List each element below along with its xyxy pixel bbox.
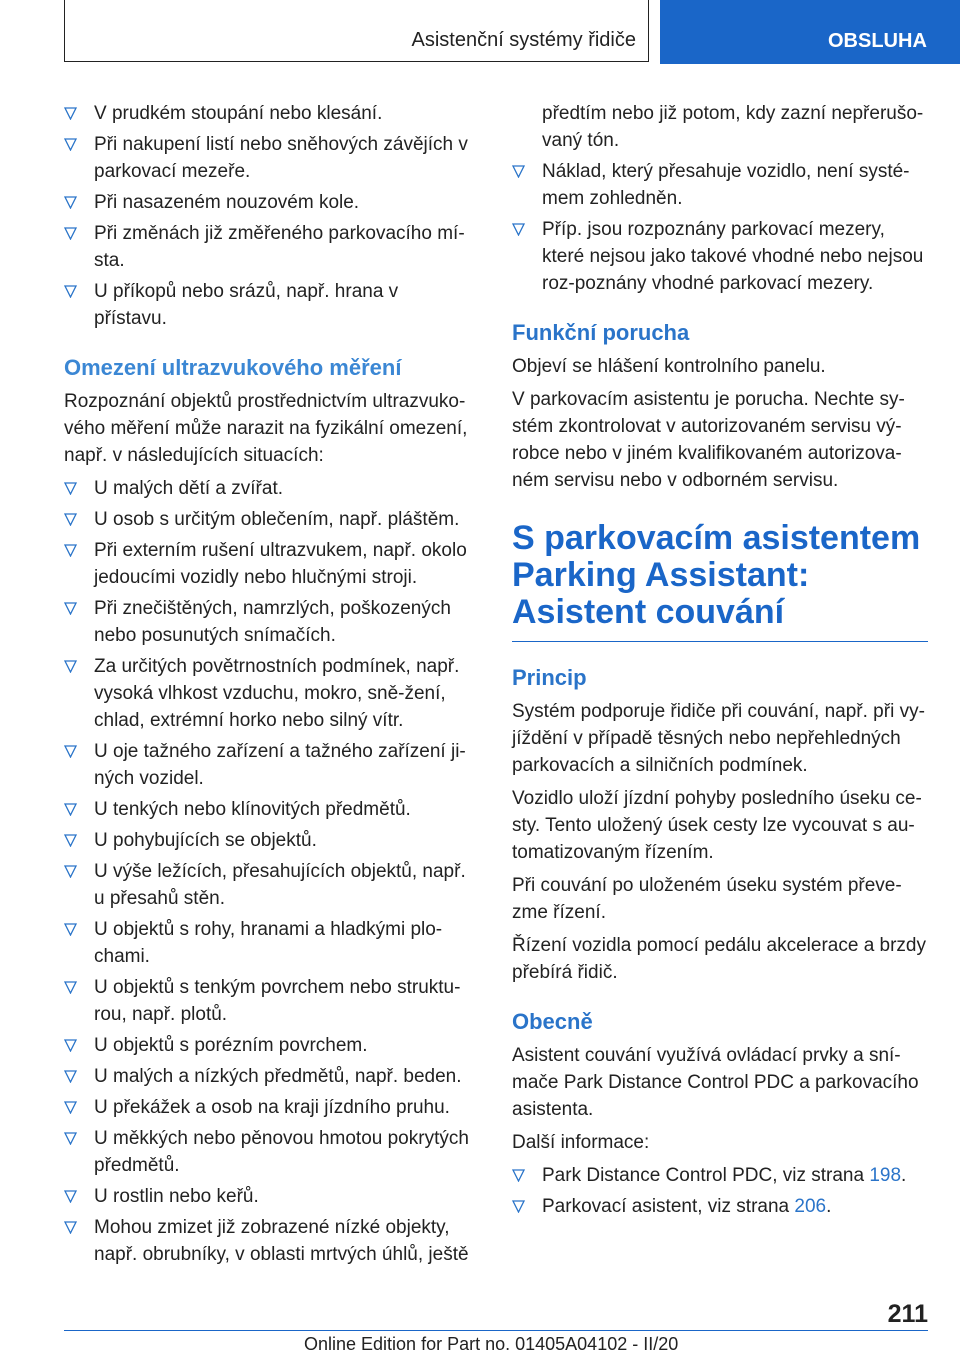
principle-heading: Princip: [512, 665, 587, 690]
bullet-item: [64, 506, 476, 533]
bullet-text: U malých dětí a zvířat.: [94, 478, 284, 499]
bullet-item: [64, 220, 476, 274]
bullet-text: U malých a nízkých předmětů, např. beden.: [94, 1066, 462, 1087]
reference-text: Parkovací asistent, viz strana: [542, 1196, 795, 1217]
bullet-item: [64, 1214, 476, 1268]
bullet-text: Při nakupení listí nebo sněhových závějích v parkovací mezeře.: [94, 134, 468, 182]
bullet-item: [64, 796, 476, 823]
bullet-item: [64, 916, 476, 970]
page-link-198[interactable]: 198: [869, 1165, 902, 1186]
chapter-title: Asistenční systémy řidiče: [411, 29, 636, 51]
triangle-bullet-icon: [64, 834, 77, 847]
bullet-item: [64, 1063, 476, 1090]
triangle-bullet-icon: [64, 544, 77, 557]
reference-end: .: [826, 1196, 832, 1217]
bullet-item: [64, 537, 476, 591]
bullet-text: Při externím rušení ultrazvukem, např. okolo jedoucími vozidly nebo hlučnými stroji.: [94, 540, 467, 588]
triangle-bullet-icon: [64, 602, 77, 615]
bullet-text: U osob s určitým oblečením, např. pláštěm.: [94, 509, 460, 530]
triangle-bullet-icon: [512, 165, 525, 178]
principle-paragraph-2: Vozidlo uloží jízdní pohyby posledního úseku ce-sty. Tento uložený úsek cesty lze vycouvat s au-tomatizovaným řízením.: [512, 788, 922, 863]
triangle-bullet-icon: [64, 865, 77, 878]
principle-paragraph-4: Řízení vozidla pomocí pedálu akcelerace a brzdy přebírá řidič.: [512, 935, 927, 983]
general-paragraph-2: Další informace:: [512, 1132, 650, 1153]
triangle-bullet-icon: [64, 803, 77, 816]
principle-paragraph-3: Při couvání po uloženém úseku systém převe-zme řízení.: [512, 875, 902, 923]
bullet-text: U měkkých nebo pěnovou hmotou pokrytých předmětů.: [94, 1128, 469, 1176]
triangle-bullet-icon: [64, 660, 77, 673]
triangle-bullet-icon: [64, 923, 77, 936]
triangle-bullet-icon: [64, 196, 77, 209]
reference-end: .: [901, 1165, 907, 1186]
bullet-item: [64, 1125, 476, 1179]
triangle-bullet-icon: [64, 745, 77, 758]
bullet-text: U tenkých nebo klínovitých předmětů.: [94, 799, 411, 820]
ultrasonic-intro: Rozpoznání objektů prostřednictvím ultrazvuko-vého měření může narazit na fyzikální omezení, např. v následujících situacích:: [64, 391, 468, 466]
triangle-bullet-icon: [64, 482, 77, 495]
bullet-item: [64, 1032, 476, 1059]
left-bullet-list-b: [64, 475, 476, 1268]
triangle-bullet-icon: [64, 227, 77, 240]
bullet-item: [64, 1094, 476, 1121]
fault-paragraph-1: Objeví se hlášení kontrolního panelu.: [512, 356, 826, 377]
edition-note: Online Edition for Part no. 01405A04102 - II/20: [304, 1334, 679, 1354]
bullet-text: U příkopů nebo srázů, např. hrana v přístavu.: [94, 281, 399, 329]
triangle-bullet-icon: [64, 285, 77, 298]
general-heading: Obecně: [512, 1009, 593, 1034]
bullet-text: U objektů s rohy, hranami a hladkými plo-chami.: [94, 919, 443, 967]
bullet-text: Náklad, který přesahuje vozidlo, není systé-mem zohledněn.: [542, 161, 910, 209]
bullet-item: [64, 738, 476, 792]
triangle-bullet-icon: [512, 1169, 525, 1182]
bullet-text: Při nasazeném nouzovém kole.: [94, 192, 360, 213]
bullet-text: Za určitých povětrnostních podmínek, např. vysoká vlhkost vzduchu, mokro, sně-žení, chlad, extrémní horko nebo silný vítr.: [94, 656, 460, 731]
bullet-text: V prudkém stoupání nebo klesání.: [94, 103, 383, 124]
bullet-item: [64, 189, 476, 216]
bullet-text: Při znečištěných, namrzlých, poškozených nebo posunutých snímačích.: [94, 598, 451, 646]
fault-heading: Funkční porucha: [512, 320, 690, 345]
bullet-item: [64, 827, 476, 854]
bullet-item: [64, 595, 476, 649]
section-badge: OBSLUHA: [660, 0, 960, 64]
triangle-bullet-icon: [64, 1070, 77, 1083]
right-column: [512, 100, 928, 1224]
bullet-text: Při změnách již změřeného parkovacího mí-sta.: [94, 223, 465, 271]
bullet-item: [64, 653, 476, 734]
ultrasonic-limits-heading: Omezení ultrazvukového měření: [64, 355, 402, 380]
triangle-bullet-icon: [64, 1132, 77, 1145]
bullet-text: U objektů s porézním povrchem.: [94, 1035, 368, 1056]
page-link-206[interactable]: 206: [794, 1196, 827, 1217]
continued-bullet-text: předtím nebo již potom, kdy zazní nepřerušo-vaný tón.: [542, 103, 924, 151]
triangle-bullet-icon: [64, 107, 77, 120]
bullet-text: Příp. jsou rozpoznány parkovací mezery, které nejsou jako takové vhodné nebo nejsou roz-poznány vhodné parkovací mezery.: [542, 219, 924, 294]
triangle-bullet-icon: [64, 513, 77, 526]
bullet-item: [64, 475, 476, 502]
triangle-bullet-icon: [64, 1221, 77, 1234]
main-heading: S parkovacím asistentem Parking Assistant: Asistent couvání: [512, 520, 928, 642]
triangle-bullet-icon: [512, 223, 525, 236]
bullet-text: U pohybujících se objektů.: [94, 830, 317, 851]
bullet-text: U objektů s tenkým povrchem nebo struktu-rou, např. plotů.: [94, 977, 461, 1025]
bullet-item: [64, 974, 476, 1028]
triangle-bullet-icon: [512, 1200, 525, 1213]
bullet-text: U překážek a osob na kraji jízdního pruhu.: [94, 1097, 450, 1118]
triangle-bullet-icon: [64, 981, 77, 994]
principle-paragraph-1: Systém podporuje řidiče při couvání, např. při vy-jíždění v případě těsných nebo nepřehledných parkovacích a silničních podmínek.: [512, 701, 925, 776]
footer-divider: [64, 1330, 928, 1331]
bullet-text: U oje tažného zařízení a tažného zařízení ji-ných vozidel.: [94, 741, 466, 789]
bullet-text: U rostlin nebo keřů.: [94, 1186, 259, 1207]
bullet-item: [64, 278, 476, 332]
left-column: [64, 100, 476, 1272]
triangle-bullet-icon: [64, 1039, 77, 1052]
triangle-bullet-icon: [64, 1101, 77, 1114]
header-frame: [64, 0, 649, 62]
right-bullet-list-a: [512, 158, 928, 297]
left-bullet-list-a: [64, 100, 476, 332]
reference-text: Park Distance Control PDC, viz strana: [542, 1165, 870, 1186]
general-paragraph-1: Asistent couvání využívá ovládací prvky a sní-mače Park Distance Control PDC a parkovacího asistenta.: [512, 1045, 919, 1120]
reference-item: [512, 1193, 928, 1220]
bullet-item: [512, 216, 928, 297]
bullet-item: [64, 100, 476, 127]
fault-paragraph-2: V parkovacím asistentu je porucha. Nechte sy-stém zkontrolovat v autorizovaném servisu vý-robce nebo v jiném kvalifikovaném autorizova-ném servisu nebo v odborném servisu.: [512, 389, 905, 491]
bullet-item: [64, 1183, 476, 1210]
triangle-bullet-icon: [64, 138, 77, 151]
reference-list: [512, 1162, 928, 1220]
bullet-item: [512, 158, 928, 212]
reference-item: [512, 1162, 928, 1189]
page-number: 211: [887, 1300, 928, 1328]
triangle-bullet-icon: [64, 1190, 77, 1203]
bullet-item: [64, 858, 476, 912]
bullet-text: Mohou zmizet již zobrazené nízké objekty, např. obrubníky, v oblasti mrtvých úhlů, ještě: [94, 1217, 469, 1265]
bullet-item: [64, 131, 476, 185]
bullet-text: U výše ležících, přesahujících objektů, např. u přesahů stěn.: [94, 861, 466, 909]
